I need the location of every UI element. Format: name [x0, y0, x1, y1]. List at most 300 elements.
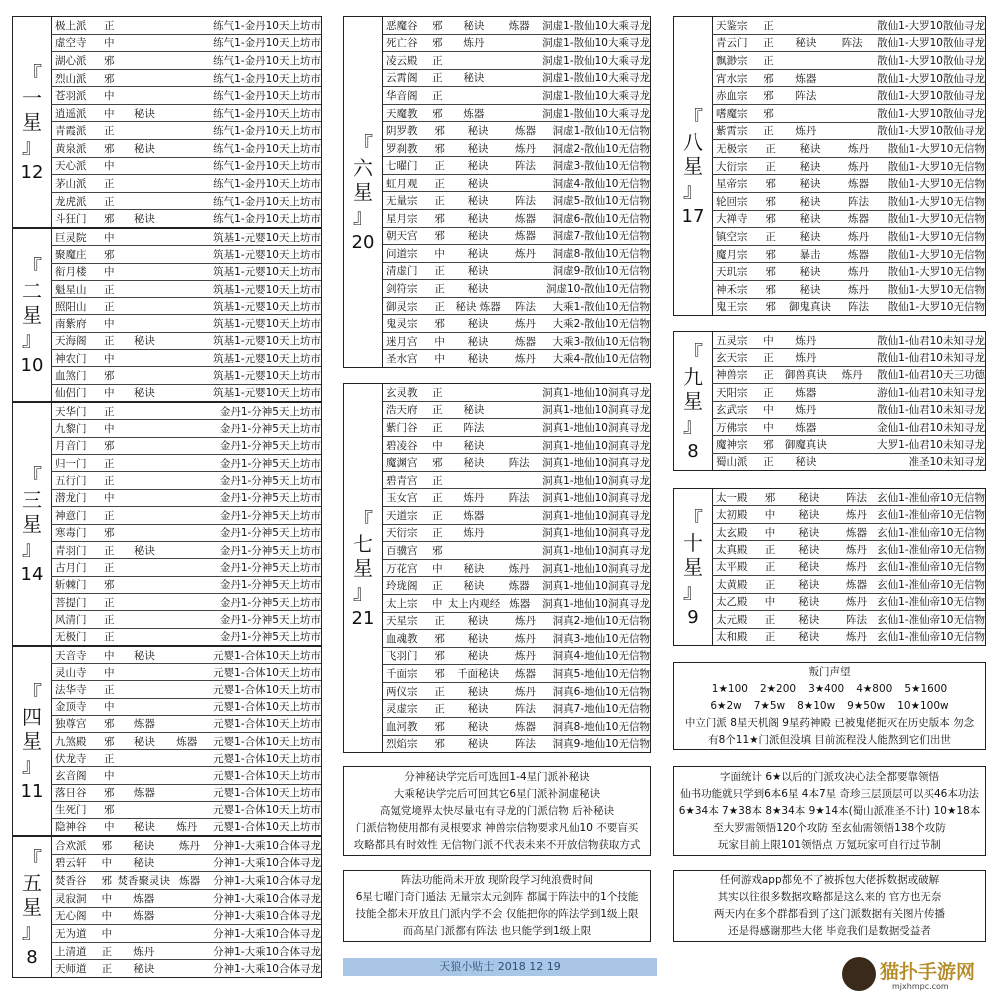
alignment: 正 — [103, 405, 115, 418]
realm-range: 散仙1-大罗10 — [887, 142, 954, 155]
alignment: 正 — [103, 457, 115, 470]
token-location: 无信物 — [953, 491, 985, 504]
alignment: 邪 — [432, 457, 443, 470]
alignment: 中 — [431, 597, 443, 610]
token-location: 无信物 — [953, 213, 985, 226]
sect-rows — [51, 647, 321, 835]
table-row — [51, 716, 321, 733]
table-row — [382, 402, 650, 420]
alignment: 正 — [103, 177, 115, 190]
token-location: 无信物 — [618, 720, 650, 733]
secret-skill: 秘诀 — [467, 632, 489, 645]
alignment: 邪 — [103, 370, 115, 383]
realm-range: 洞虚2-散仙10 — [552, 142, 619, 155]
realm-range: 玄仙1-准仙帝10 — [877, 631, 954, 644]
table-row — [712, 489, 985, 506]
token-location: 天上坊市 — [278, 701, 321, 714]
sect-name: 太元殿 — [716, 613, 748, 626]
token-location: 无信物 — [953, 248, 985, 261]
alignment: 中 — [103, 649, 115, 662]
sect-name: 太一殿 — [716, 491, 748, 504]
realm-range: 金丹1-分神5 — [219, 561, 279, 574]
sect-name: 华音阁 — [386, 89, 418, 102]
secret-skill: 秘诀 — [463, 404, 485, 417]
table-row — [51, 158, 321, 176]
craft-skill: 炼器 — [514, 212, 536, 225]
table-row — [51, 750, 321, 767]
sect-name: 天师道 — [55, 963, 87, 976]
token-location: 洞真寻龙 — [608, 492, 650, 505]
secret-skill: 秘诀 — [463, 580, 485, 593]
craft-skill: 炼丹 — [847, 266, 869, 279]
secret-skill: 秘诀 — [467, 230, 489, 243]
table-row — [382, 489, 650, 507]
token-location: 无信物 — [953, 544, 985, 557]
alignment: 中 — [763, 404, 774, 417]
secret-skill: 御鬼真诀 — [789, 301, 832, 314]
realm-range: 元婴1-合体10 — [213, 649, 279, 662]
secret-skill: 秘诀 — [798, 526, 820, 539]
alignment: 正 — [434, 703, 445, 716]
secret-skill: 秘诀 — [467, 195, 489, 208]
realm-range: 筑基1-元婴10 — [213, 248, 279, 261]
realm-range: 散仙1-大罗10 — [877, 90, 943, 103]
table-row — [712, 402, 985, 419]
realm-range: 筑基1-元婴10 — [213, 387, 279, 400]
sect-name: 太玄殿 — [716, 526, 748, 539]
star-label — [13, 403, 52, 645]
alignment: 中 — [103, 37, 115, 50]
sect-name: 大禅寺 — [716, 213, 748, 226]
secret-skill: 秘诀 — [133, 142, 155, 155]
table-row — [51, 438, 321, 455]
realm-range: 分神1-大乘10 — [213, 910, 279, 923]
secret-skill: 秘诀 — [798, 631, 820, 644]
token-location: 天上坊市 — [278, 195, 321, 208]
table-row — [51, 403, 321, 420]
realm-range: 金仙1-仙君10 — [877, 421, 943, 434]
token-location: 无信物 — [953, 178, 985, 191]
table-row — [51, 872, 321, 890]
realm-range: 分神1-大乘10 — [213, 875, 279, 888]
sect-name: 灵虚宗 — [386, 703, 418, 716]
alignment: 正 — [763, 54, 774, 67]
secret-skill: 炼丹 — [463, 492, 485, 505]
sect-name: 紫霄宗 — [716, 125, 748, 138]
sect-name: 天心派 — [55, 160, 87, 173]
alignment: 正 — [103, 631, 115, 644]
realm-range: 筑基1-元婴10 — [213, 300, 279, 313]
table-row — [712, 384, 985, 401]
realm-range: 分神1-大乘10 — [213, 945, 279, 958]
alignment: 正 — [432, 527, 443, 540]
sect-name: 无极宗 — [716, 142, 748, 155]
alignment: 邪 — [434, 230, 445, 243]
sect-name: 五行门 — [55, 475, 87, 488]
alignment: 邪 — [101, 875, 112, 888]
table-row — [51, 837, 321, 855]
sect-name: 巨灵院 — [55, 231, 87, 244]
table-row — [51, 819, 321, 835]
table-row — [51, 385, 321, 401]
secret-skill: 秘诀 — [467, 318, 489, 331]
secret-skill: 秘诀 — [467, 615, 489, 628]
sect-name: 飞羽门 — [386, 650, 418, 663]
realm-range: 金丹1-分神5 — [219, 527, 279, 540]
realm-range: 练气1-金丹10 — [213, 160, 279, 173]
alignment: 邪 — [763, 72, 774, 85]
token-location: 无信物 — [618, 265, 650, 278]
craft-skill: 炼器 — [846, 526, 868, 539]
alignment: 正 — [103, 683, 115, 696]
sect-name: 魔渊宫 — [386, 457, 418, 470]
table-row — [712, 158, 985, 176]
secret-skill: 炼器 — [133, 910, 155, 923]
realm-range: 洞虚10-散仙10 — [545, 282, 619, 295]
token-location: 天上坊市 — [278, 352, 321, 365]
sect-name: 天衍宗 — [386, 527, 418, 540]
craft-skill: 阵法 — [514, 195, 536, 208]
realm-range: 金丹1-分神5 — [219, 475, 279, 488]
token-location: 无信物 — [618, 247, 650, 260]
realm-range: 散仙1-仙君10 — [877, 352, 943, 365]
alignment: 邪 — [765, 195, 776, 208]
token-location: 天上坊市 — [278, 90, 321, 103]
table-row — [712, 332, 985, 349]
alignment: 正 — [103, 509, 115, 522]
cat-logo-icon — [842, 957, 876, 991]
token-location: 洞真寻龙 — [608, 562, 650, 575]
secret-skill: 炼丹 — [463, 37, 485, 50]
sect-name: 太黄殿 — [716, 578, 748, 591]
alignment: 邪 — [765, 283, 776, 296]
realm-range: 分神1-大乘10 — [213, 892, 279, 905]
realm-range: 散仙1-大罗10 — [887, 301, 954, 314]
craft-skill: 炼丹 — [514, 615, 536, 628]
table-row — [382, 419, 650, 437]
alignment: 正 — [101, 963, 113, 976]
sect-name: 轮回宗 — [716, 195, 748, 208]
secret-skill: 秘诀 — [799, 213, 821, 226]
alignment: 邪 — [103, 248, 115, 261]
table-row — [382, 507, 650, 525]
table-row — [712, 419, 985, 436]
sect-name: 魔神宗 — [716, 438, 748, 451]
craft-skill: 炼丹 — [514, 685, 536, 698]
token-location: 洞真寻龙 — [608, 439, 650, 452]
secret-skill: 秘诀 — [133, 735, 155, 748]
secret-skill: 秘诀 — [467, 265, 489, 278]
sect-count: 12 — [20, 161, 44, 183]
alignment: 正 — [103, 125, 115, 138]
alignment: 中 — [764, 596, 776, 609]
sect-name: 湖心派 — [55, 54, 87, 67]
alignment: 中 — [103, 352, 115, 365]
alignment: 邪 — [103, 787, 115, 800]
table-row — [712, 263, 985, 281]
token-location: 天上坊市 — [278, 804, 321, 817]
token-location: 未知寻龙 — [943, 404, 985, 417]
table-row — [51, 699, 321, 716]
star-block-2 — [12, 228, 322, 402]
secret-skill: 秘诀 — [133, 821, 155, 834]
table-row — [382, 210, 650, 228]
realm-range: 散仙1-大罗10 — [887, 283, 954, 296]
alignment: 中 — [103, 701, 115, 714]
alignment: 中 — [103, 492, 115, 505]
sect-name: 太乙殿 — [716, 596, 748, 609]
sect-name: 太上宗 — [386, 597, 418, 610]
realm-range: 洞虚3-散仙10 — [552, 160, 619, 173]
sect-name: 嗜魔宗 — [716, 107, 748, 120]
sect-name: 九黎门 — [55, 423, 87, 436]
alignment: 正 — [434, 265, 445, 278]
craft-skill: 炼丹 — [847, 142, 869, 155]
token-location: 无信物 — [618, 615, 650, 628]
table-row — [51, 855, 321, 873]
sect-name: 玄灵教 — [386, 386, 418, 399]
note-line: 玩家目前上限101领悟点 万氪玩家可自行过节制 — [718, 838, 941, 851]
realm-range: 筑基1-元婴10 — [213, 266, 279, 279]
token-location: 洞真寻龙 — [608, 474, 650, 487]
alignment: 邪 — [101, 839, 113, 852]
token-location: 无信物 — [953, 526, 985, 539]
formation-note — [343, 870, 651, 942]
table-row — [712, 506, 985, 523]
realm-range: 散仙1-仙君10 — [877, 369, 943, 382]
watermark-url: mjxhmpc.com — [892, 982, 949, 991]
star-label — [13, 17, 52, 227]
sect-name: 太真殿 — [716, 544, 748, 557]
sect-name: 剑符宗 — [386, 282, 418, 295]
secret-skill: 秘诀 — [463, 439, 485, 452]
sect-name: 万花宫 — [386, 562, 418, 575]
sect-name: 聚魔庄 — [55, 248, 87, 261]
sect-name: 隐神谷 — [55, 821, 87, 834]
secret-skill: 秘诀 — [798, 578, 820, 591]
realm-range: 练气1-金丹10 — [213, 177, 279, 190]
token-location: 天上坊市 — [278, 213, 321, 226]
table-row — [712, 299, 985, 316]
craft-skill: 炼丹 — [176, 821, 198, 834]
star-label — [344, 17, 383, 367]
alignment: 中 — [763, 421, 774, 434]
token-location: 无信物 — [618, 142, 650, 155]
table-row — [51, 733, 321, 750]
table-row — [51, 333, 321, 350]
realm-range: 洞真2-地仙10 — [552, 615, 619, 628]
sect-count: 8 — [26, 946, 38, 968]
token-location: 散仙寻龙 — [943, 107, 985, 120]
prestige-value: 6★2w — [710, 699, 742, 712]
secret-skill: 秘诀 — [133, 387, 155, 400]
secret-skill: 秘诀 — [133, 649, 155, 662]
alignment: 正 — [432, 580, 443, 593]
token-location: 散仙寻龙 — [943, 125, 985, 138]
sect-name: 天音寺 — [55, 649, 87, 662]
realm-range: 分神1-大乘10 — [213, 963, 279, 976]
craft-skill: 阵法 — [846, 491, 868, 504]
secret-skill: 秘诀 — [133, 963, 155, 976]
table-row — [382, 454, 650, 472]
realm-range: 洞虚1-散仙10 — [542, 107, 608, 120]
secret-skill: 秘诀 — [467, 738, 489, 751]
secret-skill: 秘诀 — [467, 212, 489, 225]
table-row — [382, 350, 650, 367]
token-location: 无信物 — [953, 266, 985, 279]
alignment: 邪 — [103, 54, 115, 67]
secret-skill: 秘诀 — [463, 19, 485, 32]
alignment: 中 — [103, 423, 115, 436]
note-line: 还是得感谢那些大佬 毕竟我们是数据受益者 — [728, 925, 931, 937]
alignment: 正 — [765, 230, 776, 243]
sect-name: 天星宗 — [386, 615, 418, 628]
secret-skill: 秘诀 — [463, 457, 485, 470]
realm-range: 练气1-金丹10 — [213, 107, 279, 120]
table-row — [51, 908, 321, 926]
alignment: 邪 — [434, 318, 445, 331]
token-location: 洞真寻龙 — [608, 597, 650, 610]
alignment: 正 — [434, 177, 445, 190]
sect-name: 归一门 — [55, 457, 87, 470]
token-location: 散仙寻龙 — [943, 37, 985, 50]
token-location: 未知寻龙 — [943, 334, 985, 347]
sect-name: 天道宗 — [386, 509, 418, 522]
sect-name: 天魔教 — [386, 107, 418, 120]
token-location: 洞真寻龙 — [608, 404, 650, 417]
token-location: 天上坊市 — [278, 248, 321, 261]
alignment: 邪 — [432, 37, 443, 50]
realm-range: 金丹1-分神5 — [219, 613, 279, 626]
token-location: 天上坊市 — [278, 370, 321, 383]
sect-name: 虚空寺 — [55, 37, 87, 50]
craft-skill: 炼器 — [847, 178, 869, 191]
realm-range: 元婴1-合体10 — [213, 718, 279, 731]
alignment: 邪 — [103, 579, 115, 592]
table-row — [51, 802, 321, 819]
craft-skill: 炼丹 — [846, 631, 868, 644]
sect-name: 太初殿 — [716, 509, 748, 522]
table-row — [382, 333, 650, 351]
token-location: 无信物 — [953, 283, 985, 296]
sect-name: 五灵宗 — [716, 334, 748, 347]
star-block-10 — [673, 488, 986, 646]
table-row — [51, 507, 321, 524]
sect-name: 星月宗 — [386, 212, 418, 225]
sect-count: 8 — [687, 440, 699, 462]
token-location: 无信物 — [618, 650, 650, 663]
realm-range: 金丹1-分神5 — [219, 509, 279, 522]
token-location: 未知寻龙 — [943, 456, 985, 469]
note-line: 分神秘诀学完后可选回1-4星门派补秘诀 — [404, 770, 590, 783]
realm-range: 大乘1-散仙10 — [552, 300, 619, 313]
table-row — [51, 490, 321, 507]
table-row — [51, 298, 321, 315]
alignment: 中 — [103, 107, 115, 120]
token-location: 大乘寻龙 — [608, 37, 650, 50]
prestige-line4: 有8个11★门派但没填 目前流程没人能熬到它们出世 — [708, 733, 951, 746]
alignment: 邪 — [103, 804, 115, 817]
sect-name: 无心阁 — [55, 910, 87, 923]
alignment: 中 — [103, 666, 115, 679]
alignment: 正 — [763, 37, 774, 50]
table-row — [382, 315, 650, 333]
table-row — [51, 105, 321, 123]
token-location: 天上坊市 — [278, 613, 321, 626]
realm-range: 洞虚1-散仙10 — [552, 125, 619, 138]
table-row — [382, 700, 650, 718]
sect-name: 飘渺宗 — [716, 54, 748, 67]
token-location: 洞真寻龙 — [608, 386, 650, 399]
secret-skill: 炼丹 — [463, 527, 485, 540]
craft-skill: 炼器 — [514, 125, 536, 138]
sect-name: 鬼王宗 — [716, 301, 748, 314]
craft-skill: 阵法 — [847, 195, 869, 208]
sect-name: 无极门 — [55, 631, 87, 644]
secret-skill: 秘诀 — [798, 613, 820, 626]
craft-skill: 炼丹 — [514, 142, 536, 155]
realm-range: 玄仙1-准仙帝10 — [877, 526, 954, 539]
star-label — [13, 837, 52, 977]
realm-range: 散仙1-大罗10 — [887, 160, 954, 173]
alignment: 邪 — [103, 440, 115, 453]
alignment: 中 — [432, 439, 443, 452]
realm-range: 分神1-大乘10 — [213, 839, 279, 852]
table-row — [712, 436, 985, 453]
table-row — [382, 736, 650, 753]
table-row — [51, 960, 321, 977]
alignment: 邪 — [434, 212, 445, 225]
token-location: 天上坊市 — [278, 318, 321, 331]
sect-name: 黄泉派 — [55, 142, 87, 155]
alignment: 邪 — [103, 718, 115, 731]
table-row — [382, 718, 650, 736]
sect-name: 古月门 — [55, 561, 87, 574]
realm-range: 洞虚5-散仙10 — [552, 195, 619, 208]
table-row — [51, 472, 321, 489]
realm-range: 洞真1-地仙10 — [542, 597, 608, 610]
token-location: 无信物 — [618, 300, 650, 313]
alignment: 中 — [101, 910, 113, 923]
alignment: 邪 — [765, 266, 776, 279]
alignment: 邪 — [432, 544, 443, 557]
alignment: 邪 — [434, 720, 445, 733]
secret-skill: 秘诀 — [798, 561, 820, 574]
secret-skill: 秘诀 — [463, 562, 485, 575]
secret-skill: 秘诀 — [799, 195, 821, 208]
table-row — [712, 105, 985, 123]
note-line: 高氪党境界太快尽量屯有寻龙的门派信物 后补秘诀 — [379, 804, 615, 817]
sect-name: 合欢派 — [55, 839, 87, 852]
alignment: 中 — [101, 892, 113, 905]
table-row — [712, 559, 985, 576]
token-location: 天上坊市 — [278, 752, 321, 765]
star-level: 『 八 星 』 — [683, 105, 703, 202]
craft-skill: 炼器 — [514, 668, 536, 681]
alignment: 正 — [432, 54, 443, 67]
sect-name: 极上派 — [55, 19, 87, 32]
token-location: 天上坊市 — [278, 735, 321, 748]
table-row — [51, 647, 321, 664]
secret-skill: 秘诀 — [799, 266, 821, 279]
sect-name: 百骥宫 — [386, 544, 418, 557]
star-level: 『 六 星 』 — [353, 131, 373, 228]
table-row — [51, 420, 321, 437]
table-row — [712, 524, 985, 541]
realm-range: 练气1-金丹10 — [213, 19, 279, 32]
alignment: 正 — [103, 19, 115, 32]
alignment: 邪 — [763, 438, 774, 451]
